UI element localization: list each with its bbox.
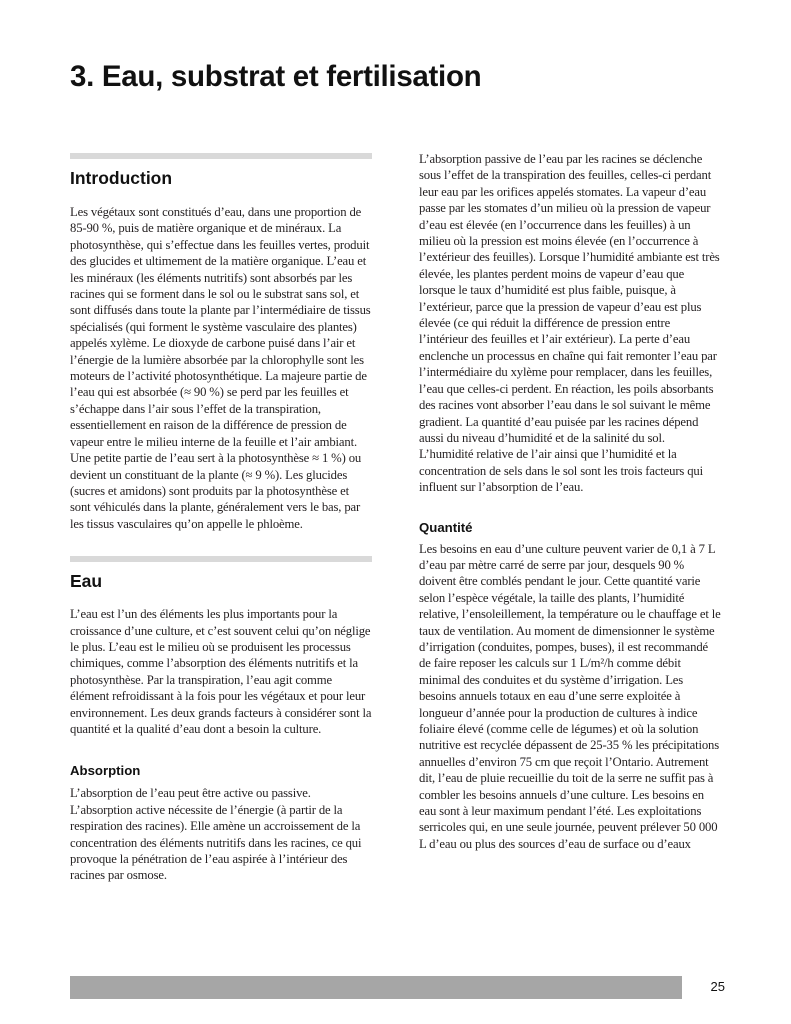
absorption-continuation-paragraph: L’absorption passive de l’eau par les racines se déclenche sous l’effet de la transpiration des feuilles, celles-ci perdant leur eau par les orifices appelés stomates. La vapeur d’eau passe par les stomates d’un milieu où la pression de vapeur d’eau est élevée (en l’occurrence dans les feuilles) à un milieu où la pression est moins élevée (en l’occurrence à l’extérieur des feuilles). Lorsque l’humidité ambiante est très élevée, les plantes perdent moins de vapeur d’eau que lorsque le taux d’humidité est plus faible, puisque, à l’extérieur, parce que la pression de vapeur d’eau est plus élevée (ce qui réduit la différence de pression entre l’intérieur des feuilles et l’air extérieur). La perte d’eau enclenche un processus en chaîne qui fait remonter l’eau par l’intermédiaire du xylème pour remplacer, dans les feuilles, l’eau que celles-ci perdent. En réaction, les poils absorbants des racines vont absorber l’eau dans le sol suivant le même gradient. La quantité d’eau puisée par les racines dépend aussi du niveau d’humidité et de la salinité du sol. L’humidité relative de l’air ainsi que l’humidité et la concentration de sels dans le sol sont les trois facteurs qui influent sur l’absorption de l’eau. <box>419 152 720 495</box>
section-title-eau: Eau <box>70 571 103 592</box>
introduction-paragraph: Les végétaux sont constitués d’eau, dans une proportion de 85-90 %, puis de matière organique et de minéraux. La photosynthèse, qui s’effectue dans les feuilles vertes, produit des glucides et ultimement de la matière organique. L’eau et les minéraux (les éléments nutritifs) sont absorbés par les racines qui se forment dans le sol ou le substrat sans sol, et sont diffusés dans toute la plante par l’intermédiaire de tissus spécialisés (qui forment le système vasculaire des plantes) appelés xylème. Le dioxyde de carbone puisé dans l’air et l’énergie de la lumière absorbée par la chlorophylle sont les moteurs de l’activité photosynthétique. La majeure partie de l’eau qui est absorbée (≈ 90 %) se perd par les feuilles et s’échappe dans l’air sous l’effet de la transpiration, essentiellement en raison de la différence de pression de vapeur entre le milieu interne de la feuille et l’air ambiant. Une petite partie de l’eau sert à la photosynthèse ≈ 1 %) ou devient un constituant de la plante (≈ 9 %). Les glucides (sucres et amidons) sont produits par la photosynthèse et sont véhiculés dans la plante, généralement vers le bas, par les tissus vasculaires qu’on appelle le phloème. <box>70 205 371 531</box>
left-column <box>70 153 372 884</box>
right-column <box>419 151 721 852</box>
chapter-title: 3. Eau, substrat et fertilisation <box>70 60 482 93</box>
section-title-introduction: Introduction <box>70 168 173 188</box>
absorption-paragraph: L’absorption de l’eau peut être active ou passive. L’absorption active nécessite de l’énergie (à partir de la respiration des racines). Elle amène un accroissement de la concentration des éléments nutritifs dans les racines, ce qui provoque la pénétration de l’eau aspirée à l’intérieur des racines par osmose. <box>70 786 362 883</box>
quantite-paragraph: Les besoins en eau d’une culture peuvent varier de 0,1 à 7 L d’eau par mètre carré de serre par jour, desquels 90 % doivent être comblés pendant le jour. Cette quantité varie selon l’espèce végétale, la taille des plants, l’humidité relative, l’ensoleillement, la température ou le chauffage et le taux de ventilation. Au moment de dimensionner le système d’irrigation (conduites, pompes, buses), il est recommandé de faire reposer les calculs sur 1 L/m²/h comme débit minimal des conduites et du système d’irrigation. Les besoins annuels totaux en eau d’une serre exploitée à longueur d’année pour la production de cultures à indice foliaire élevé (comme celle de légumes) et où la solution nutritive est recyclée dépassent de 25-35 % les précipitations annuelles d’environ 75 cm que reçoit l’Ontario. Autrement dit, l’eau de pluie recueillie du toit de la serre ne suffit pas à combler les besoins annuels d’une culture. Les besoins en eau sont à leur maximum pendant l’été. Les exploitations serricoles qui, en une seule journée, peuvent prélever 50 000 L d’eau ou plus des sources d’eau de surface ou d’eaux <box>419 541 721 851</box>
subsection-title-quantite: Quantité <box>419 519 473 535</box>
section-rule <box>70 153 372 159</box>
section-rule <box>70 556 372 562</box>
eau-paragraph: L’eau est l’un des éléments les plus importants pour la croissance d’une culture, et c’est souvent celui qu’on néglige le plus. L’eau est le milieu où se produisent les processus chimiques, comme l’absorption des éléments nutritifs et la photosynthèse. Par la transpiration, l’eau agit comme élément refroidissant à la fois pour les végétaux et pour leur environnement. Les deux grands facteurs à considérer sont la quantité et la qualité d’eau dont a besoin la culture. <box>70 607 372 736</box>
footer-bar <box>70 976 682 999</box>
page-number: 25 <box>710 979 725 994</box>
subsection-title-absorption: Absorption <box>70 763 141 779</box>
